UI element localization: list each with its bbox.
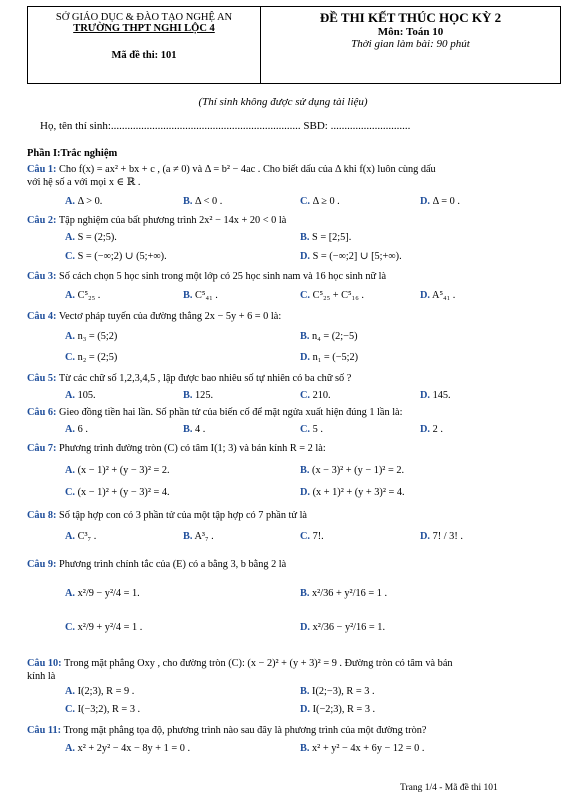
option-text: Δ = 0 .: [432, 196, 460, 207]
question-4: [27, 310, 557, 323]
option-text: I(2;3), R = 9 .: [77, 686, 135, 697]
option-text: x²/9 − y²/4 = 1.: [77, 588, 140, 599]
option-text: Δ ≥ 0 .: [312, 196, 340, 207]
question-label: Câu 5:: [27, 373, 57, 384]
option-d[interactable]: [420, 290, 455, 301]
option-letter: A.: [65, 331, 76, 342]
option-d[interactable]: [420, 531, 463, 542]
page-footer: Trang 1/4 - Mã đề thi 101: [400, 783, 498, 793]
option-a[interactable]: [65, 331, 117, 342]
option-letter: D.: [300, 251, 311, 262]
option-letter: C.: [300, 531, 311, 542]
option-text: 6 .: [77, 424, 88, 435]
option-text: (x + 1)² + (y + 3)² = 4.: [312, 487, 405, 498]
question-label: Câu 2:: [27, 215, 57, 226]
option-letter: D.: [300, 704, 311, 715]
duration: Thời gian làm bài: 90 phút: [351, 38, 470, 50]
option-d[interactable]: [300, 487, 405, 498]
option-c[interactable]: [300, 196, 340, 207]
option-b[interactable]: [183, 424, 205, 435]
option-b[interactable]: [183, 390, 213, 401]
question-label: Câu 4:: [27, 311, 57, 322]
option-letter: B.: [183, 531, 193, 542]
option-c[interactable]: [300, 531, 324, 542]
option-text: x²/36 + y²/16 = 1 .: [312, 588, 388, 599]
option-letter: D.: [420, 390, 431, 401]
option-d[interactable]: [300, 352, 358, 363]
option-c[interactable]: [65, 352, 117, 363]
option-d[interactable]: [420, 424, 443, 435]
question-2: [27, 214, 557, 227]
option-letter: B.: [300, 686, 310, 697]
option-letter: B.: [183, 390, 193, 401]
option-letter: B.: [300, 232, 310, 243]
option-d[interactable]: [420, 390, 451, 401]
option-letter: A.: [65, 531, 76, 542]
option-d[interactable]: [300, 704, 375, 715]
option-letter: C.: [65, 487, 76, 498]
option-letter: B.: [300, 465, 310, 476]
option-letter: D.: [420, 196, 431, 207]
option-c[interactable]: [300, 424, 323, 435]
question-label: Câu 1:: [27, 164, 57, 175]
option-letter: C.: [300, 424, 311, 435]
option-text: A⁵₄₁ .: [432, 290, 456, 301]
option-text: 7! / 3! .: [432, 531, 463, 542]
option-text: S = (2;5).: [77, 232, 117, 243]
subject: Môn: Toán 10: [377, 26, 444, 38]
question-text: Tập nghiệm của bất phương trình 2x² − 14x + 20 < 0 là: [58, 215, 287, 226]
section-title: Phần I:Trắc nghiệm: [27, 148, 118, 159]
question-label: Câu 9:: [27, 559, 57, 570]
question-text: Gieo đồng tiền hai lần. Số phần tử của biến cố để mặt ngửa xuất hiện đúng 1 lần là:: [59, 407, 403, 418]
option-letter: A.: [65, 686, 76, 697]
question-text: Từ các chữ số 1,2,3,4,5 , lập được bao nhiêu số tự nhiên có ba chữ số ?: [58, 373, 352, 384]
question-label: Câu 8:: [27, 510, 57, 521]
option-text: I(−2;3), R = 3 .: [312, 704, 376, 715]
option-letter: C.: [65, 251, 76, 262]
option-b[interactable]: [300, 686, 375, 697]
option-b[interactable]: [183, 290, 218, 301]
option-b[interactable]: [300, 232, 351, 243]
option-letter: C.: [65, 704, 76, 715]
option-c[interactable]: [300, 390, 331, 401]
option-text: 105.: [77, 390, 96, 401]
option-letter: C.: [300, 196, 311, 207]
question-text: Trong mặt phẳng tọa độ, phương trình nào sau đây là phương trình của một đường tròn?: [63, 725, 427, 736]
option-a[interactable]: [65, 424, 88, 435]
student-info: Họ, tên thí sinh:..................................................................... SBD: .............................: [40, 120, 411, 132]
question-6: [27, 406, 557, 419]
question-1: [27, 163, 557, 189]
option-letter: C.: [300, 390, 311, 401]
option-a[interactable]: [65, 531, 96, 542]
option-b[interactable]: [183, 531, 214, 542]
option-text: n₁ = (−5;2): [312, 352, 359, 363]
option-letter: D.: [300, 487, 311, 498]
option-a[interactable]: [65, 232, 117, 243]
option-b[interactable]: [300, 331, 358, 342]
option-letter: B.: [183, 290, 193, 301]
option-text: x² + 2y² − 4x − 8y + 1 = 0 .: [77, 743, 191, 754]
option-b[interactable]: [300, 465, 404, 476]
option-letter: C.: [65, 622, 76, 633]
option-text: n₂ = (2;5): [77, 352, 118, 363]
option-b[interactable]: [300, 743, 424, 754]
option-text: 7!.: [312, 531, 324, 542]
question-text: Cho f(x) = ax² + bx + c , (a ≠ 0) và Δ = b² − 4ac . Cho biết dấu của Δ khi f(x) luôn cùng dấu: [59, 164, 436, 175]
option-a[interactable]: [65, 390, 96, 401]
option-b[interactable]: [183, 196, 222, 207]
option-c[interactable]: [65, 704, 140, 715]
option-c[interactable]: [65, 487, 170, 498]
option-c[interactable]: [300, 290, 364, 301]
question-text: Phương trình chính tắc của (E) có a bằng 3, b bằng 2 là: [59, 559, 287, 570]
option-text: (x − 1)² + (y − 3)² = 4.: [77, 487, 170, 498]
option-text: S = (−∞;2] ∪ [5;+∞).: [312, 251, 402, 262]
question-label: Câu 6:: [27, 407, 57, 418]
school-block: [28, 7, 261, 83]
option-text: x²/36 − y²/16 = 1.: [312, 622, 386, 633]
question-label: Câu 10:: [27, 658, 62, 669]
question-text: Số tập hợp con có 3 phần tử của một tập hợp có 7 phần tử là: [59, 510, 308, 521]
option-text: 210.: [312, 390, 331, 401]
option-a[interactable]: [65, 588, 140, 599]
question-text: Vectơ pháp tuyến của đường thẳng 2x − 5y + 6 = 0 là:: [58, 311, 282, 322]
option-a[interactable]: [65, 743, 190, 754]
option-text: 145.: [432, 390, 451, 401]
option-letter: A.: [65, 588, 76, 599]
option-letter: A.: [65, 196, 76, 207]
option-a[interactable]: [65, 686, 134, 697]
exam-title: ĐỀ THI KẾT THÚC HỌC KỲ 2: [319, 10, 502, 25]
exam-header: [27, 6, 561, 84]
option-letter: A.: [65, 390, 76, 401]
option-letter: D.: [300, 622, 311, 633]
question-text-cont: kính là: [27, 671, 56, 682]
question-label: Câu 3:: [27, 271, 57, 282]
option-letter: D.: [420, 424, 431, 435]
question-7: [27, 442, 557, 455]
question-10: [27, 657, 557, 683]
option-text: 4 .: [195, 424, 206, 435]
question-text-cont: với hệ số a với mọi x ∈ ℝ .: [27, 177, 141, 188]
option-text: Δ > 0.: [77, 196, 103, 207]
option-letter: D.: [420, 290, 431, 301]
option-letter: D.: [300, 352, 311, 363]
option-text: 125.: [195, 390, 214, 401]
school-name: TRƯỜNG THPT NGHI LỘC 4: [73, 23, 215, 34]
option-text: A³₇ .: [194, 531, 214, 542]
department-name: SỞ GIÁO DỤC & ĐÀO TẠO NGHỆ AN: [55, 12, 233, 23]
option-a[interactable]: [65, 465, 170, 476]
option-text: 5 .: [312, 424, 323, 435]
question-text: Số cách chọn 5 học sinh trong một lớp có 25 học sinh nam và 16 học sinh nữ là: [59, 271, 387, 282]
option-letter: A.: [65, 290, 76, 301]
option-text: x²/9 + y²/4 = 1 .: [77, 622, 143, 633]
question-3: [27, 270, 557, 283]
option-a[interactable]: [65, 290, 100, 301]
exam-note: (Thí sinh không được sử dụng tài liệu): [198, 96, 368, 108]
exam-title-block: [261, 7, 560, 83]
option-text: C³₇ .: [77, 531, 97, 542]
question-11: [27, 724, 557, 737]
option-letter: C.: [300, 290, 311, 301]
option-letter: B.: [183, 196, 193, 207]
option-text: (x − 1)² + (y − 3)² = 2.: [77, 465, 170, 476]
question-9: [27, 558, 557, 571]
option-letter: A.: [65, 232, 76, 243]
option-letter: B.: [300, 331, 310, 342]
question-8: [27, 509, 557, 522]
option-letter: B.: [300, 743, 310, 754]
option-letter: B.: [300, 588, 310, 599]
option-letter: A.: [65, 465, 76, 476]
option-text: (x − 3)² + (y − 1)² = 2.: [312, 465, 405, 476]
option-d[interactable]: [300, 250, 402, 262]
question-5: [27, 372, 557, 385]
option-text: I(−3;2), R = 3 .: [77, 704, 141, 715]
option-text: n₄ = (2;−5): [312, 331, 358, 342]
question-label: Câu 7:: [27, 443, 57, 454]
option-text: C⁵₄₁ .: [195, 290, 218, 301]
question-label: Câu 11:: [27, 725, 62, 736]
option-text: C⁵₂₅ + C⁵₁₆ .: [312, 290, 364, 301]
option-a[interactable]: [65, 196, 102, 207]
option-d[interactable]: [300, 622, 385, 633]
option-b[interactable]: [300, 588, 387, 599]
option-text: I(2;−3), R = 3 .: [312, 686, 375, 697]
option-letter: D.: [420, 531, 431, 542]
option-text: S = (−∞;2) ∪ (5;+∞).: [77, 251, 167, 262]
option-letter: C.: [65, 352, 76, 363]
option-c[interactable]: [65, 250, 167, 262]
option-text: S = [2;5].: [312, 232, 352, 243]
option-c[interactable]: [65, 622, 142, 633]
exam-code: Mã đề thi: 101: [111, 50, 177, 61]
option-text: Δ < 0 .: [195, 196, 223, 207]
option-text: n₃ = (5;2): [77, 331, 118, 342]
option-letter: A.: [65, 424, 76, 435]
question-text: Phương trình đường tròn (C) có tâm I(1; 3) và bán kính R = 2 là:: [59, 443, 326, 454]
option-d[interactable]: [420, 196, 460, 207]
option-text: x² + y² − 4x + 6y − 12 = 0 .: [312, 743, 425, 754]
option-text: 2 .: [432, 424, 443, 435]
option-letter: B.: [183, 424, 193, 435]
option-text: C⁵₂₅ .: [77, 290, 101, 301]
option-letter: A.: [65, 743, 76, 754]
question-text: Trong mặt phẳng Oxy , cho đường tròn (C): (x − 2)² + (y + 3)² = 9 . Đường tròn có tâm và bán: [64, 658, 453, 669]
